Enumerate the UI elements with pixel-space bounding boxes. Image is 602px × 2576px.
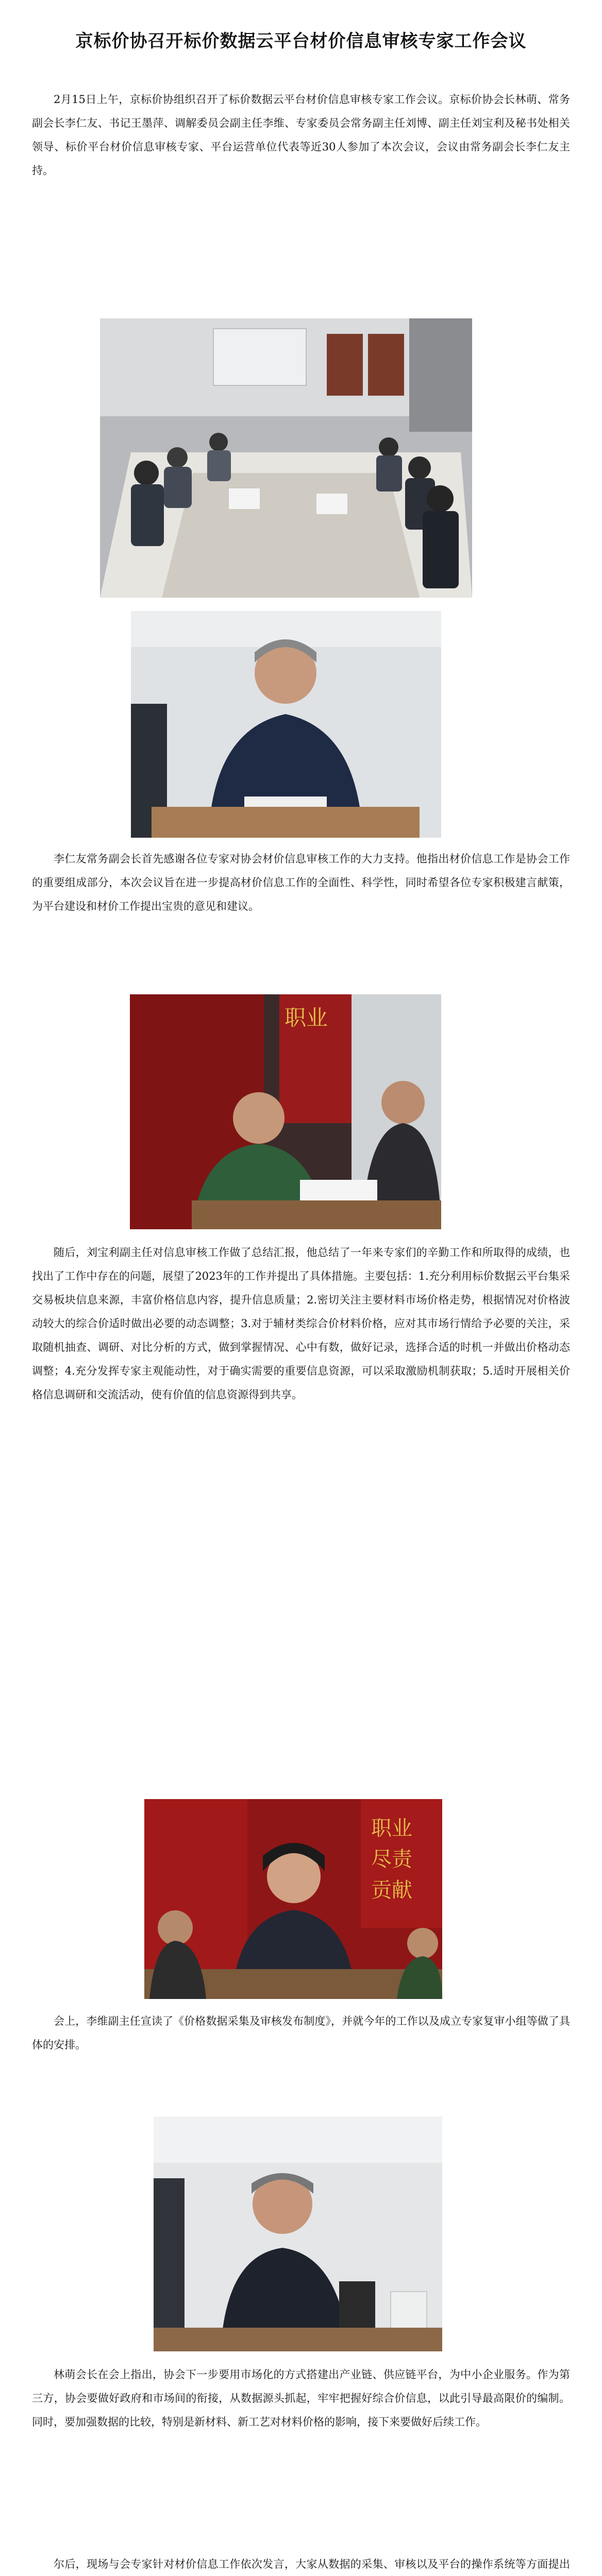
banner-char-4: 贡献	[371, 1878, 412, 1902]
article-title: 京标价协召开标价数据云平台材价信息审核专家工作会议	[75, 31, 527, 52]
paragraph-li-wei: 会上，李维副主任宣读了《价格数据采集及审核发布制度》，并就今年的工作以及成立专家复审小组等做了具体的安排。	[32, 2015, 570, 2051]
photo-li-wei	[144, 1799, 442, 1999]
paragraph-discussion: 尔后，现场与会专家针对材价信息工作依次发言，大家从数据的采集、审核以及平台的操作系统等方面提出	[54, 2558, 570, 2570]
photo-li-renyou	[131, 611, 441, 838]
paragraph-liu-baoli: 随后，刘宝利副主任对信息审核工作做了总结汇报，他总结了一年来专家们的辛勤工作和所取得的成绩，也找出了工作中存在的问题，展望了2023年的工作并提出了具体措施。主要包括：1.充分利用标价数据云平台集采交易板块信息来源，丰富价格信息内容，提升信息质量；2.密切关注主要材料市场价格走势，根据情况对价格波动较大的综合价适时做出必要的动态调整；3.对于辅材类综合价材料价格，应对其市场行情给予必要的关注，采取随机抽查、调研、对比分析的方式，做到掌握情况、心中有数，做好记录，选择合适的时机一并做出价格动态调整；4.充分发挥专家主观能动性，对于确实需要的重要信息资源，可以采取激励机制获取；5.适时开展相关价格信息调研和交流活动，使有价值的信息资源得到共享。	[32, 1246, 570, 1401]
paragraph-intro: 2月15日上午，京标价协组织召开了标价数据云平台材价信息审核专家工作会议。京标价协会长林萌、常务副会长李仁友、书记王墨萍、调解委员会副主任李维、专家委员会常务副主任刘博、副主任刘宝利及秘书处相关领导、标价平台材价信息审核专家、平台运营单位代表等近30人参加了本次会议，会议由常务副会长李仁友主持。	[32, 93, 570, 177]
banner-char-1: 职业	[285, 1005, 328, 1030]
photo-meeting-overview	[100, 318, 472, 598]
paragraph-li-renyou: 李仁友常务副会长首先感谢各位专家对协会材价信息审核工作的大力支持。他指出材价信息工作是协会工作的重要组成部分，本次会议旨在进一步提高材价信息工作的全面性、科学性，同时希望各位专家积极建言献策，为平台建设和材价工作提出宝贵的意见和建议。	[32, 853, 570, 912]
photo-liu-baoli	[130, 994, 441, 1229]
paragraph-lin-meng: 林萌会长在会上指出，协会下一步要用市场化的方式搭建出产业链、供应链平台，为中小企业服务。作为第三方，协会要做好政府和市场间的衔接，从数据源头抓起，牢牢把握好综合价信息，以此引导最高限价的编制。同时，要加强数据的比较，特别是新材料、新工艺对材料价格的影响，接下来要做好后续工作。	[32, 2368, 570, 2428]
banner-char-2: 职业	[371, 1817, 412, 1840]
banner-char-3: 尽责	[371, 1848, 412, 1871]
photo-lin-meng	[154, 2116, 442, 2351]
